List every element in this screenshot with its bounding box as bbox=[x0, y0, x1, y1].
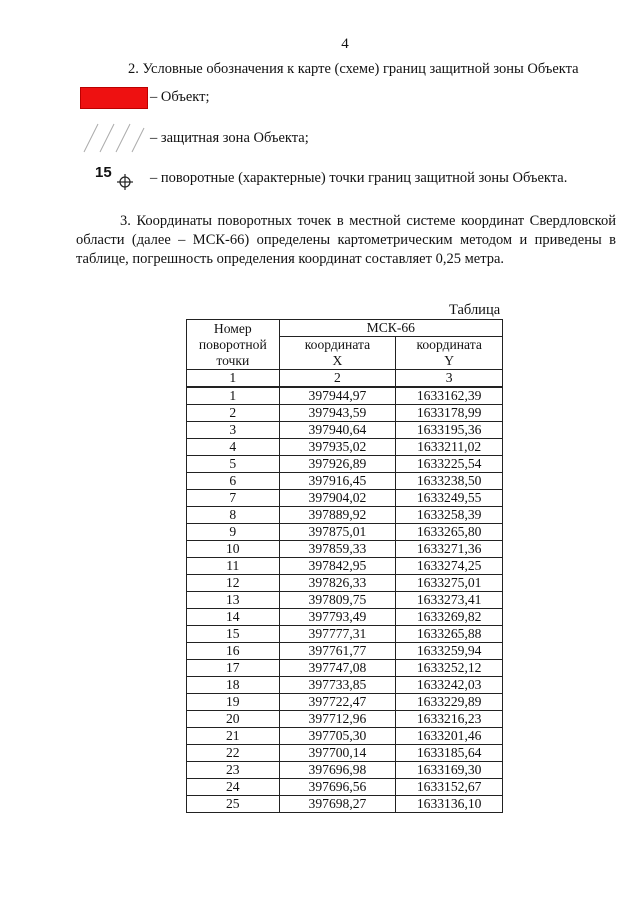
table-row bbox=[187, 677, 503, 694]
table-cell: 397935,02 bbox=[279, 439, 396, 456]
table-cell: 397777,31 bbox=[279, 626, 396, 643]
page-number: 4 bbox=[341, 36, 349, 52]
point-number-label: 15 bbox=[95, 164, 112, 181]
table-row bbox=[187, 796, 503, 813]
table-row bbox=[187, 728, 503, 745]
table-row bbox=[187, 609, 503, 626]
table-row bbox=[187, 405, 503, 422]
table-row bbox=[187, 490, 503, 507]
table-cell: 15 bbox=[187, 626, 280, 643]
table-cell: 6 bbox=[187, 473, 280, 490]
table-cell: 1633249,55 bbox=[396, 490, 503, 507]
table-row bbox=[187, 439, 503, 456]
table-cell: 18 bbox=[187, 677, 280, 694]
table-row bbox=[187, 660, 503, 677]
table-cell: 2 bbox=[279, 370, 396, 388]
table-cell: 1633238,50 bbox=[396, 473, 503, 490]
table-cell: 397700,14 bbox=[279, 745, 396, 762]
table-cell: 12 bbox=[187, 575, 280, 592]
header-text: поворотной bbox=[198, 336, 267, 352]
legend-item-label: – защитная зона Объекта; bbox=[150, 130, 309, 146]
table-cell: 397733,85 bbox=[279, 677, 396, 694]
table-cell: 397793,49 bbox=[279, 609, 396, 626]
header-text: Y bbox=[444, 353, 455, 368]
header-text: Номер bbox=[213, 320, 252, 336]
header-text: координата bbox=[304, 337, 371, 352]
table-cell: 8 bbox=[187, 507, 280, 524]
table-cell: 3 bbox=[187, 422, 280, 439]
table-row bbox=[187, 558, 503, 575]
table-row bbox=[187, 694, 503, 711]
table-cell: 397747,08 bbox=[279, 660, 396, 677]
table-cell: 23 bbox=[187, 762, 280, 779]
table-row bbox=[187, 575, 503, 592]
table-cell: 17 bbox=[187, 660, 280, 677]
table-cell: 1633229,89 bbox=[396, 694, 503, 711]
table-cell: 14 bbox=[187, 609, 280, 626]
table-cell: 5 bbox=[187, 456, 280, 473]
table-row bbox=[187, 473, 503, 490]
table-cell: 1633258,39 bbox=[396, 507, 503, 524]
table-row bbox=[187, 541, 503, 558]
table-cell: 1633265,80 bbox=[396, 524, 503, 541]
table-cell: 2 bbox=[187, 405, 280, 422]
table-cell: 397722,47 bbox=[279, 694, 396, 711]
table-cell: 20 bbox=[187, 711, 280, 728]
table-cell: 1633259,94 bbox=[396, 643, 503, 660]
table-cell: 24 bbox=[187, 779, 280, 796]
table-cell: 22 bbox=[187, 745, 280, 762]
table-cell: 1633136,10 bbox=[396, 796, 503, 813]
table-cell: 397842,95 bbox=[279, 558, 396, 575]
table-row bbox=[187, 507, 503, 524]
table-index-row bbox=[187, 370, 503, 388]
legend-title: 2. Условные обозначения к карте (схеме) границ защитной зоны Объекта bbox=[128, 61, 579, 77]
table-row bbox=[187, 626, 503, 643]
table-cell: 7 bbox=[187, 490, 280, 507]
table-cell: 1633242,03 bbox=[396, 677, 503, 694]
table-row bbox=[187, 711, 503, 728]
table-row bbox=[187, 387, 503, 405]
table-cell: 13 bbox=[187, 592, 280, 609]
table-cell: 9 bbox=[187, 524, 280, 541]
table-cell: 397875,01 bbox=[279, 524, 396, 541]
table-cell: 19 bbox=[187, 694, 280, 711]
table-cell: 1633178,99 bbox=[396, 405, 503, 422]
table-row bbox=[187, 456, 503, 473]
table-cell: 1 bbox=[187, 370, 280, 388]
table-cell: 397859,33 bbox=[279, 541, 396, 558]
coordinates-paragraph: 3. Координаты поворотных точек в местной системе координат Свердловской области (далее – МСК-66) определены картометрическим методом и приведены в таблице, погрешность определения координат составляет 0,25 метра. bbox=[76, 213, 616, 267]
table-cell: 397761,77 bbox=[279, 643, 396, 660]
table-cell: 1633225,54 bbox=[396, 456, 503, 473]
table-cell: 1633265,88 bbox=[396, 626, 503, 643]
legend-item-label: – поворотные (характерные) точки границ защитной зоны Объекта. bbox=[150, 170, 568, 186]
header-text: X bbox=[332, 353, 343, 368]
table-row bbox=[187, 643, 503, 660]
table-row bbox=[187, 779, 503, 796]
table-cell: 1633185,64 bbox=[396, 745, 503, 762]
table-cell: 397944,97 bbox=[279, 387, 396, 405]
header-coord-x bbox=[279, 337, 396, 370]
table-cell: 1633271,36 bbox=[396, 541, 503, 558]
diagonal-hatch-lines-icon bbox=[80, 122, 146, 154]
table-cell: 1633216,23 bbox=[396, 711, 503, 728]
table-row bbox=[187, 592, 503, 609]
table-cell: 1633273,41 bbox=[396, 592, 503, 609]
table-cell: 397889,92 bbox=[279, 507, 396, 524]
legend-item-label: – Объект; bbox=[150, 89, 210, 105]
table-cell: 1 bbox=[187, 387, 280, 405]
table-cell: 397712,96 bbox=[279, 711, 396, 728]
table-cell: 11 bbox=[187, 558, 280, 575]
table-cell: 1633201,46 bbox=[396, 728, 503, 745]
header-msk66: МСК-66 bbox=[279, 320, 502, 337]
table-cell: 10 bbox=[187, 541, 280, 558]
table-cell: 1633269,82 bbox=[396, 609, 503, 626]
table-cell: 397696,56 bbox=[279, 779, 396, 796]
table-row bbox=[187, 745, 503, 762]
table-cell: 397904,02 bbox=[279, 490, 396, 507]
table-cell: 397916,45 bbox=[279, 473, 396, 490]
header-coord-y bbox=[396, 337, 503, 370]
table-row bbox=[187, 422, 503, 439]
table-cell: 3 bbox=[396, 370, 503, 388]
header-text: координата bbox=[416, 337, 482, 352]
table-cell: 1633252,12 bbox=[396, 660, 503, 677]
table-cell: 397826,33 bbox=[279, 575, 396, 592]
table-cell: 397926,89 bbox=[279, 456, 396, 473]
table-cell: 1633275,01 bbox=[396, 575, 503, 592]
table-cell: 397696,98 bbox=[279, 762, 396, 779]
table-caption: Таблица bbox=[449, 302, 501, 318]
table-cell: 1633195,36 bbox=[396, 422, 503, 439]
table-cell: 1633152,67 bbox=[396, 779, 503, 796]
table-cell: 21 bbox=[187, 728, 280, 745]
crosshair-point-marker-icon bbox=[117, 174, 133, 190]
red-filled-rectangle-icon bbox=[80, 87, 148, 109]
table-cell: 1633169,30 bbox=[396, 762, 503, 779]
header-point-number bbox=[187, 320, 280, 370]
table-cell: 16 bbox=[187, 643, 280, 660]
header-text: точки bbox=[216, 352, 250, 368]
table-cell: 397943,59 bbox=[279, 405, 396, 422]
table-cell: 397940,64 bbox=[279, 422, 396, 439]
table-cell: 1633162,39 bbox=[396, 387, 503, 405]
table-row bbox=[187, 762, 503, 779]
table-cell: 397705,30 bbox=[279, 728, 396, 745]
coordinates-table bbox=[186, 319, 503, 813]
table-cell: 4 bbox=[187, 439, 280, 456]
table-cell: 1633274,25 bbox=[396, 558, 503, 575]
table-cell: 397698,27 bbox=[279, 796, 396, 813]
table-cell: 397809,75 bbox=[279, 592, 396, 609]
table-cell: 25 bbox=[187, 796, 280, 813]
table-cell: 1633211,02 bbox=[396, 439, 503, 456]
table-row bbox=[187, 524, 503, 541]
